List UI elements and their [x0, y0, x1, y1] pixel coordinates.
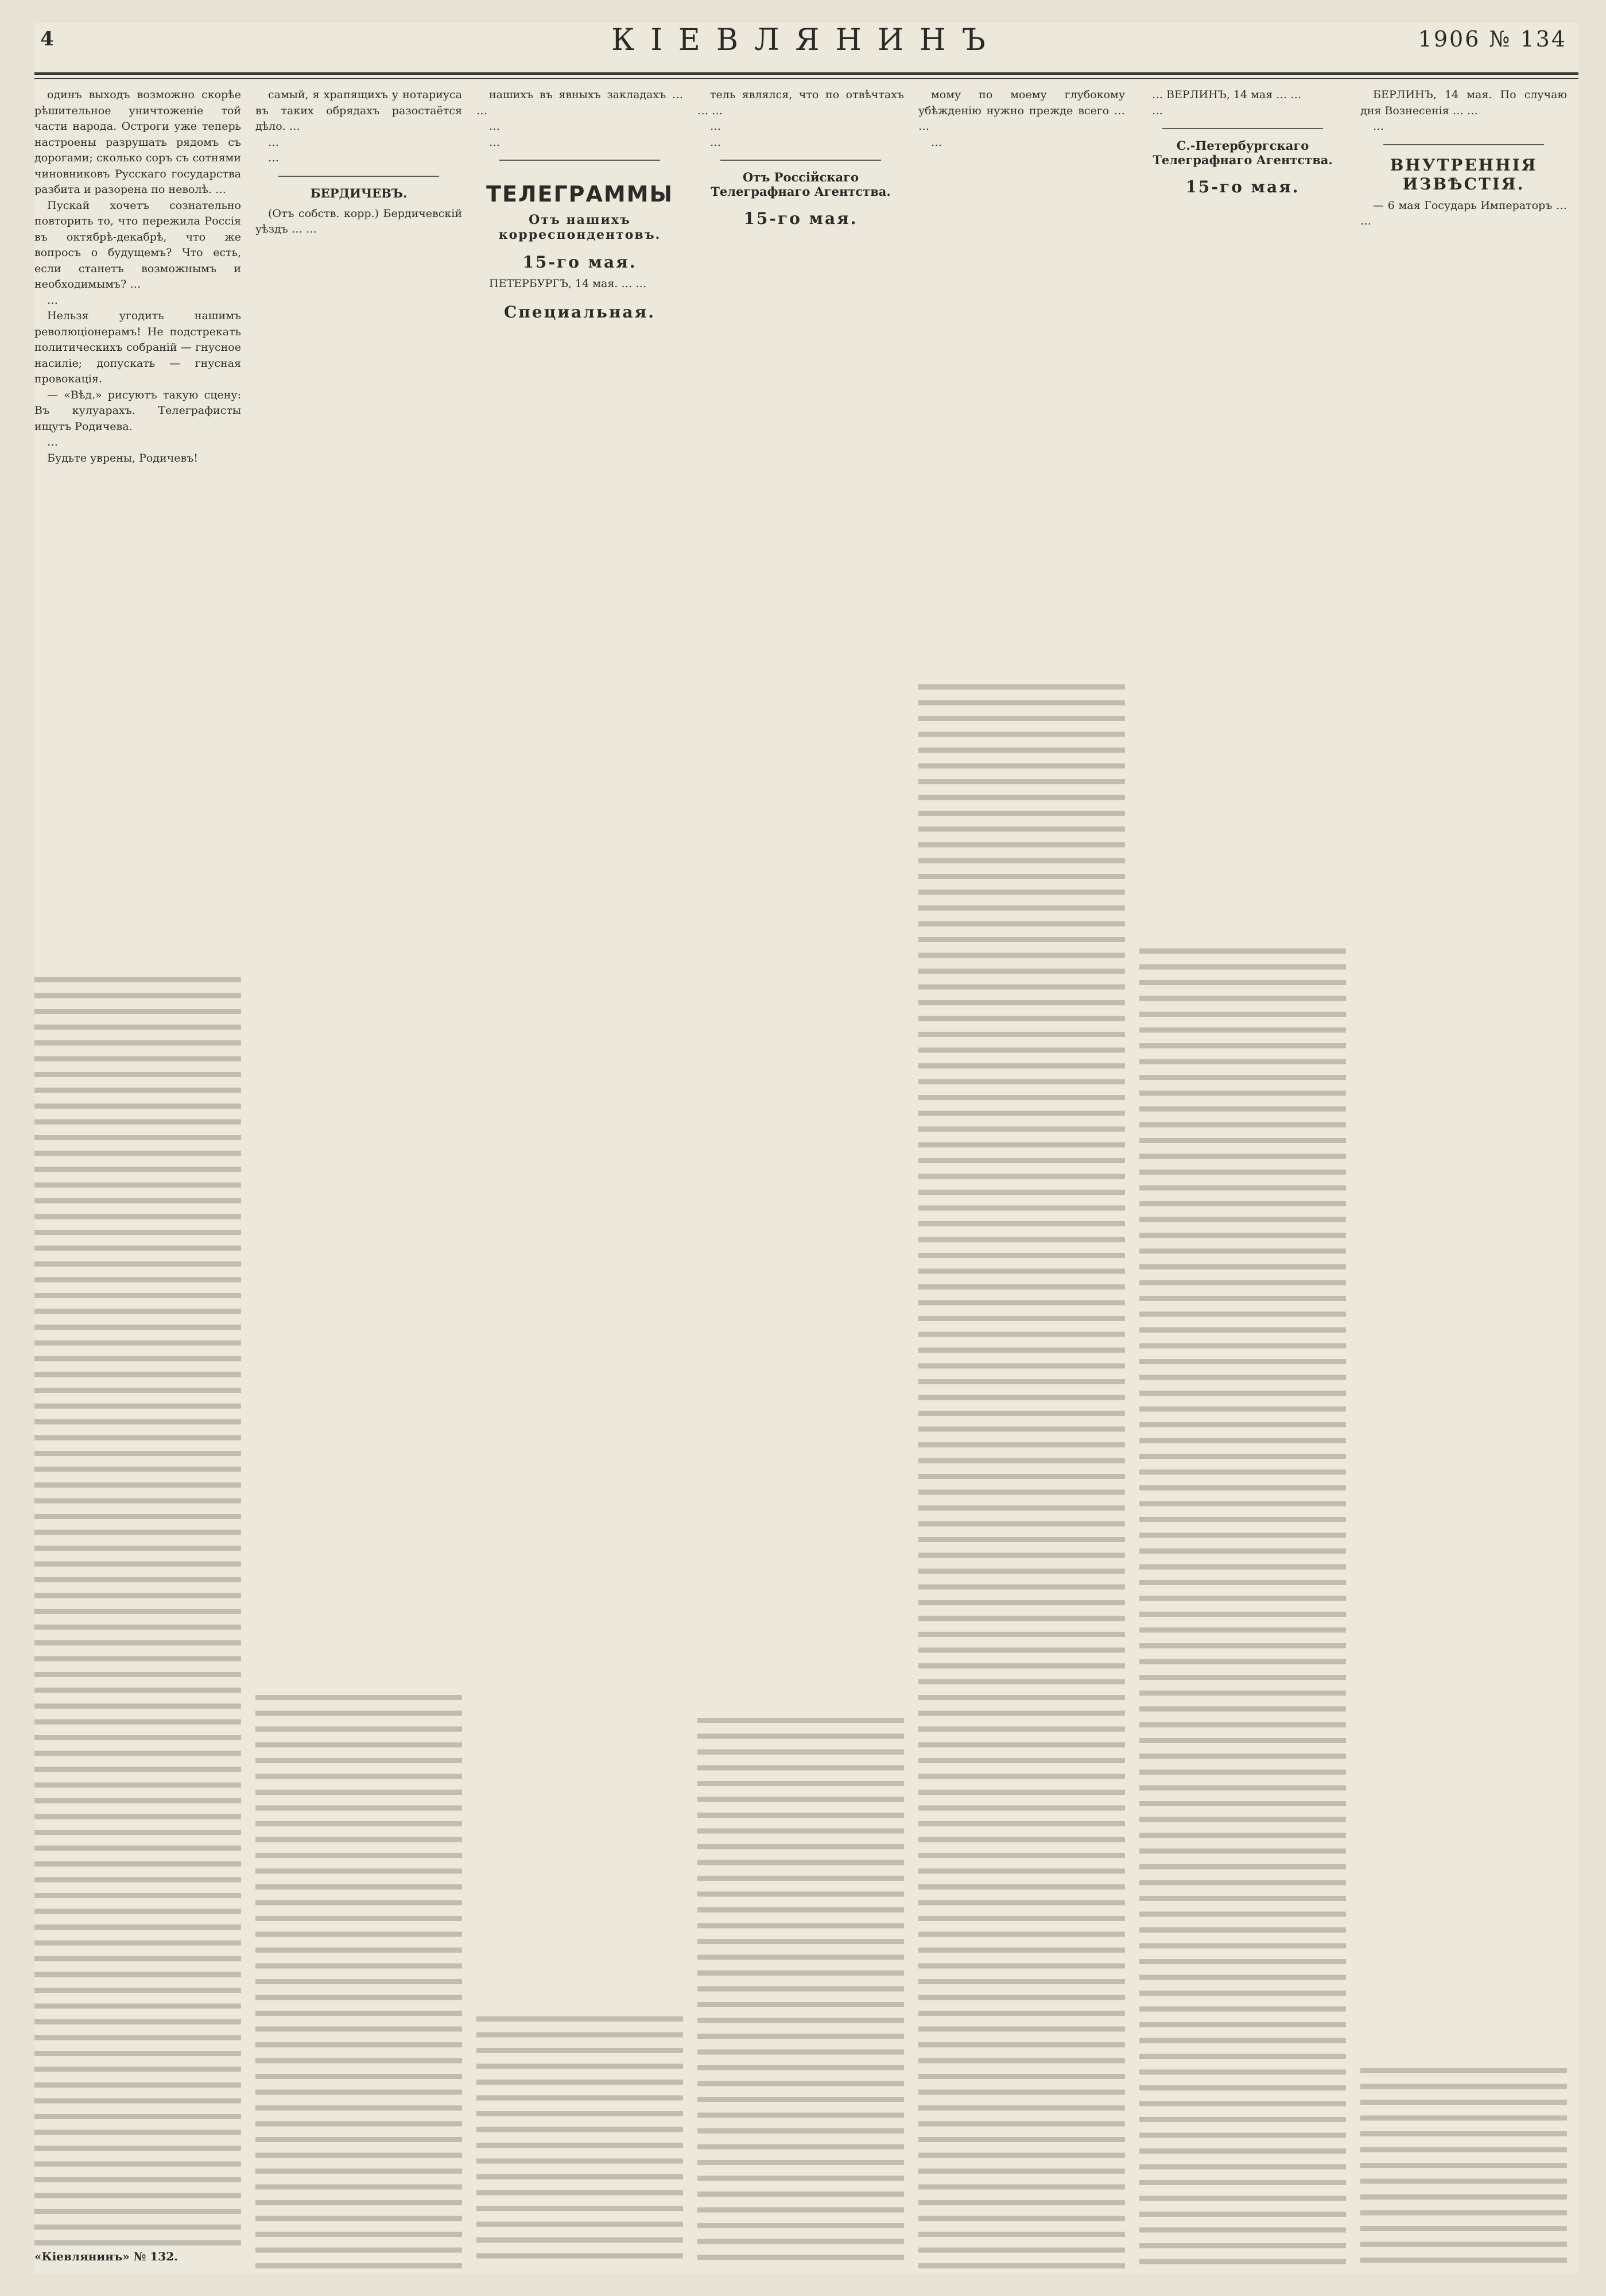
section-divider	[720, 160, 881, 161]
paragraph: …	[489, 135, 500, 149]
paragraph: самый, я храпящихъ у нотариуса въ таких обрядахъ разостаётся дѣло. …	[255, 88, 462, 133]
section-divider	[1383, 144, 1544, 145]
masthead	[34, 23, 1578, 69]
paragraph: Будьте уврены, Родичевъ!	[47, 451, 198, 464]
section-divider	[278, 176, 439, 177]
paragraph: …	[1373, 120, 1384, 133]
telegrams-title: ТЕЛЕГРАММЫ	[486, 181, 673, 207]
date-heading: 15-го мая.	[522, 253, 637, 272]
paragraph: БЕРЛИНЪ, 14 мая. По случаю дня Вознесенія … …	[1360, 88, 1567, 117]
section-title: БЕРДИЧЕВЪ.	[310, 185, 408, 200]
paragraph: …	[710, 120, 721, 133]
paragraph: одинъ выходъ возможно скорѣе рѣшительное уничтоженiе той части народа. Остроги уже теперь настроены разрушать рядомъ съ дорогами; сколько соръ съ сотнями чиновниковъ Русскаго государства разбита и разорена по неволѣ. …	[34, 88, 241, 196]
special-heading: Специальная.	[503, 302, 655, 322]
text-lines	[255, 1689, 462, 2269]
footer-label: «Кіевлянинъ» № 132.	[34, 2249, 241, 2269]
page-number: 4	[40, 28, 54, 51]
column-7	[1360, 87, 1567, 2269]
text-lines	[1139, 943, 1346, 2269]
date-heading: 15-го мая.	[743, 209, 858, 228]
paragraph: (Отъ собств. корр.) Бердичевскій уѣздъ … …	[255, 207, 462, 235]
telegrams-subtitle: Отъ нашихъ корреспондентовъ.	[498, 212, 661, 242]
column-4	[697, 87, 904, 2269]
column-5	[918, 87, 1125, 2269]
paragraph: …	[47, 436, 58, 448]
paragraph: ПЕТЕРБУРГЪ, 14 мая. … …	[489, 277, 647, 290]
column-6	[1139, 87, 1346, 2269]
column-3	[476, 87, 683, 2269]
section-divider	[499, 160, 660, 161]
paragraph: …	[1152, 104, 1163, 117]
text-lines	[697, 1712, 904, 2269]
agency-title: Отъ Россійскаго Телеграфнаго Агентства.	[711, 170, 891, 199]
text-lines	[1360, 2062, 1567, 2269]
text-lines	[476, 2011, 683, 2269]
paragraph: … ВЕРЛИНЪ, 14 мая … …	[1152, 88, 1302, 101]
column-2	[255, 87, 462, 2269]
paragraph: — «Вѣд.» рисуютъ такую сцену: Въ кулуарахъ. Телеграфисты ищутъ Родичева.	[34, 388, 241, 433]
agency-title: С.-Петербургскаго Телеграфнаго Агентства.	[1153, 138, 1333, 167]
paragraph: — 6 мая Государь Императоръ … …	[1360, 199, 1567, 227]
column-1	[34, 87, 241, 2269]
columns	[34, 87, 1578, 2269]
section-divider	[1162, 128, 1323, 129]
newspaper-page	[34, 23, 1578, 2274]
paragraph: тель являлся, что по отвѣчтахъ … …	[697, 88, 904, 117]
section-title: ВНУТРЕННІЯ ИЗВѢСТІЯ.	[1390, 155, 1538, 193]
masthead-rule-thick	[34, 72, 1578, 75]
paragraph: нашихъ въ явныхъ закладахъ … …	[476, 88, 683, 117]
issue-number: 1906 № 134	[1418, 26, 1567, 52]
masthead-rule-thin	[34, 78, 1578, 79]
paragraph: мому по моему глубокому убѣжденію нужно прежде всего … …	[918, 88, 1125, 133]
paragraph: Нельзя угодить нашимъ революцiонерамъ! Не подстрекать политическихъ собраній — гнусное насиліе; допускать — гнусная провокація.	[34, 309, 241, 385]
paragraph: Пускай хочетъ сознательно повторить то, что пережила Россiя въ октябрѣ-декабрѣ, что же вопросъ о будущемъ? Что есть, если станетъ возможнымъ и необходимымъ? …	[34, 199, 241, 291]
paragraph: …	[710, 135, 721, 149]
paragraph: …	[47, 293, 58, 307]
paragraph: …	[931, 135, 942, 149]
text-lines	[918, 679, 1125, 2269]
date-heading: 15-го мая.	[1185, 177, 1300, 196]
text-lines	[34, 971, 241, 2269]
paragraph: …	[489, 120, 500, 133]
paragraph: …	[268, 152, 279, 164]
newspaper-title: КIЕВЛЯНИНЪ	[611, 23, 1002, 57]
paragraph: …	[268, 135, 279, 149]
